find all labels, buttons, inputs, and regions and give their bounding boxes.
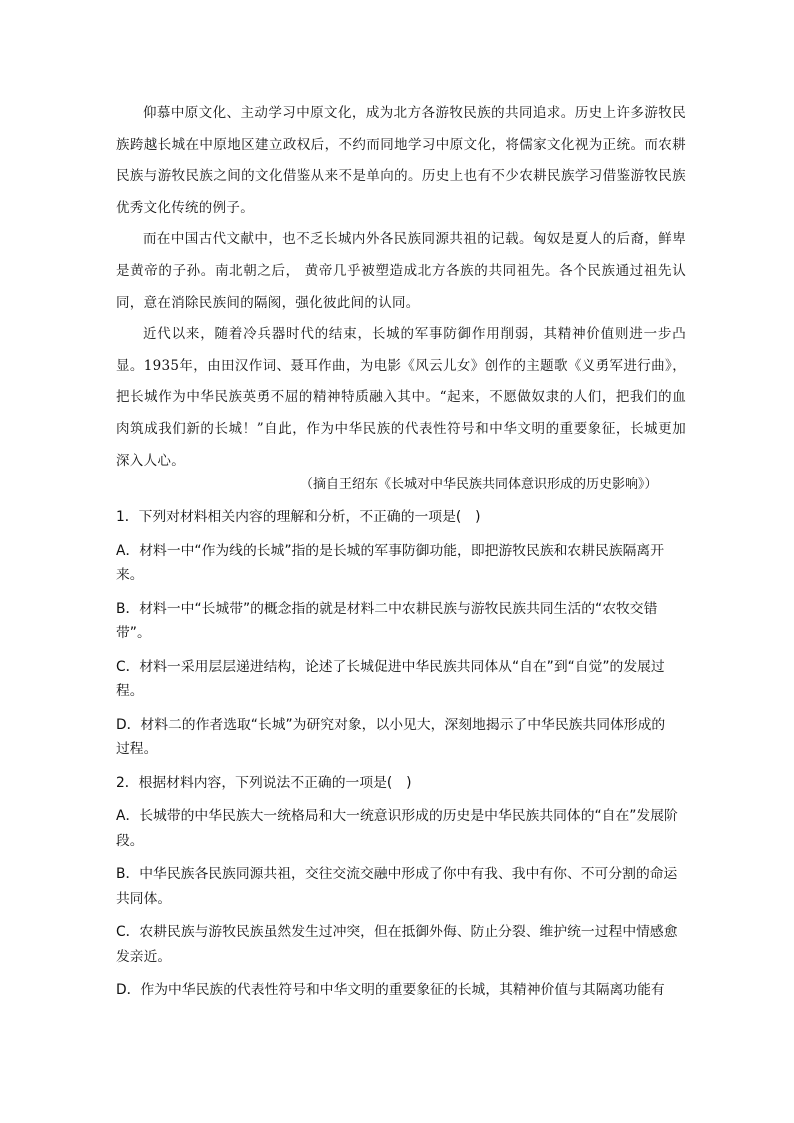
question-2 bbox=[116, 771, 678, 1003]
option-b[interactable]: B．中华民族各民族同源共祖，交往交流交融中形成了你中有我、我中有你、不可分割的命运共同体。 bbox=[116, 866, 678, 907]
option-d[interactable]: D．作为中华民族的代表性符号和中华文明的重要象征的长城，其精神价值与其隔离功能有 bbox=[116, 982, 665, 998]
passage-paragraph-3: 近代以来，随着冷兵器时代的结束，长城的军事防御作用削弱，其精神价值则进一步凸显。1935年，由田汉作词、聂耳作曲，为电影《风云儿女》创作的主题歌《义勇军进行曲》，把长城作为中华民族英勇不屈的精神特质融入其中。“起来，不愿做奴隶的人们，把我们的血肉筑成我们新的长城！”自此，作为中华民族的代表性符号和中华文明的重要象征，长城更加深入人心。 bbox=[116, 326, 686, 469]
question-list bbox=[116, 505, 678, 1012]
option-a[interactable]: A．长城带的中华民族大一统格局和大一统意识形成的历史是中华民族共同体的“自在”发展阶段。 bbox=[116, 808, 678, 849]
question-stem: 2．根据材料内容，下列说法不正确的一项是( ) bbox=[116, 774, 412, 791]
question-1 bbox=[116, 505, 678, 762]
reading-passage bbox=[116, 98, 686, 477]
option-c[interactable]: C．农耕民族与游牧民族虽然发生过冲突，但在抵御外侮、防止分裂、维护统一过程中情感愈发亲近。 bbox=[116, 924, 678, 965]
option-a[interactable]: A．材料一中“作为线的长城”指的是长城的军事防御功能，即把游牧民族和农耕民族隔离开来。 bbox=[116, 542, 665, 583]
passage-paragraph-1: 仰慕中原文化、主动学习中原文化，成为北方各游牧民族的共同追求。历史上许多游牧民族跨越长城在中原地区建立政权后，不约而同地学习中原文化，将儒家文化视为正统。而农耕民族与游牧民族之间的文化借鉴从来不是单向的。历史上也有不少农耕民族学习借鉴游牧民族优秀文化传统的例子。 bbox=[116, 105, 686, 216]
option-c[interactable]: C．材料一采用层层递进结构，论述了长城促进中华民族共同体从“自在”到“自觉”的发展过程。 bbox=[116, 658, 665, 699]
passage-source: （摘自王绍东《长城对中华民族共同体意识形成的历史影响》） bbox=[300, 477, 658, 492]
question-stem: 1．下列对材料相关内容的理解和分析，不正确的一项是( ) bbox=[116, 509, 481, 525]
option-d[interactable]: D．材料二的作者选取“长城”为研究对象，以小见大，深刻地揭示了中华民族共同体形成的过程。 bbox=[116, 716, 666, 757]
passage-paragraph-2: 而在中国古代文献中，也不乏长城内外各民族同源共祖的记载。匈奴是夏人的后裔，鲜卑是黄帝的子孙。南北朝之后， 黄帝几乎被塑造成北方各族的共同祖先。各个民族通过祖先认同，意在消除民族间的隔阂，强化彼此间的认同。 bbox=[116, 231, 686, 311]
option-b[interactable]: B．材料一中“长城带”的概念指的就是材料二中农耕民族与游牧民族共同生活的“农牧交错带”。 bbox=[116, 600, 658, 641]
